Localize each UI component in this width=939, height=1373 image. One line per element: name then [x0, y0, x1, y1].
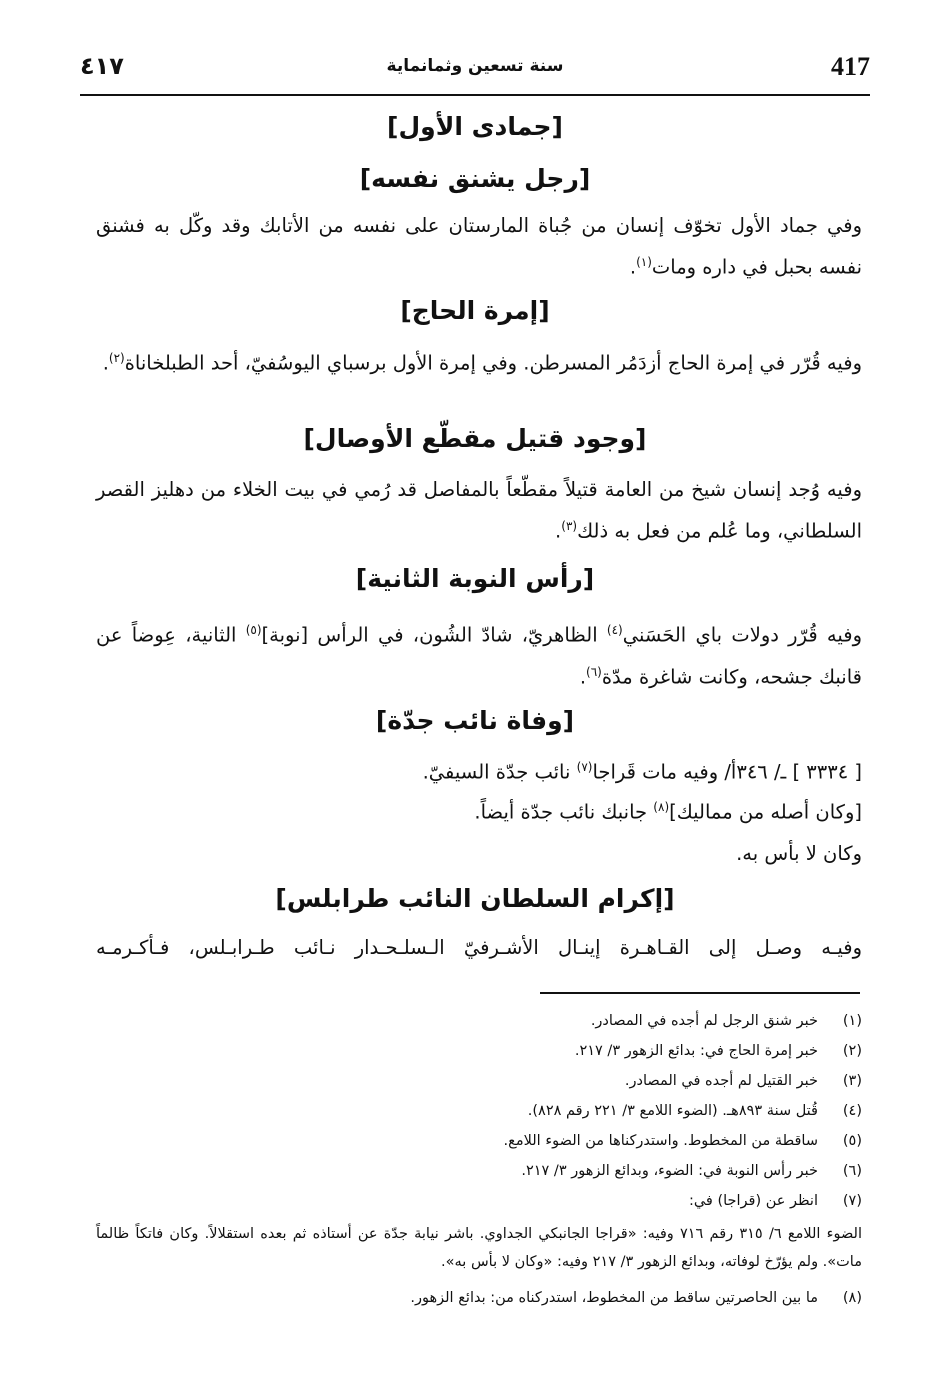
footnote-2	[96, 1043, 862, 1059]
footnote-ref: (٦)	[586, 664, 602, 679]
paragraph-tripoli: وفيـه وصـل إلى القـاهـرة إينـال الأشـرفيّ الـسلـحـدار نـائب طـرابـلس، فـأكـرمـه	[96, 936, 862, 959]
footnote-ref: (٢)	[108, 351, 125, 365]
paragraph-text: الظاهريّ، شادّ الشُون، في الرأس [نوبة]	[261, 623, 607, 647]
header-rule	[80, 94, 870, 96]
section-heading-jumada: [جمادى الأول]	[387, 112, 563, 141]
section-heading-hanging: [رجل يشنق نفسه]	[359, 164, 591, 193]
footnote-text: قُتل سنة ٨٩٣هـ. (الضوء اللامع ٣/ ٢٢١ رقم ٨٢٨).	[527, 1103, 818, 1119]
footnote-ref: (١)	[636, 255, 652, 269]
paragraph-murdered	[96, 472, 862, 550]
footnote-text: ما بين الحاصرتين ساقط من المخطوط، استدركناه من: بدائع الزهور.	[410, 1290, 818, 1306]
paragraph-text: وفي جماد الأول تخوّف إنسان من جُباة المارستان على نفسه من الأتابك وقد وكّل به فشنق نفسه بحبل في داره ومات	[96, 214, 862, 279]
footnote-number: (١)	[842, 1013, 862, 1029]
section-heading-hajj: [إمرة الحاج]	[400, 296, 550, 325]
paragraph-text: وفيه قُرّر دولات باي الحَسَني	[622, 623, 863, 647]
paragraph-end: .	[579, 665, 587, 688]
footnote-number: (٨)	[842, 1290, 862, 1306]
running-title: سنة تسعين وثمانماية	[386, 56, 564, 76]
entry-line-1	[423, 760, 862, 784]
footnote-number: (٦)	[842, 1163, 862, 1179]
footnote-text: خبر القتيل لم أجده في المصادر.	[624, 1073, 818, 1089]
footnote-number: (٢)	[842, 1043, 862, 1059]
footnote-6	[96, 1163, 862, 1179]
entry-line-2	[474, 800, 862, 824]
paragraph-text: وفيه قُرّر في إمرة الحاج أزدَمُر المسرطن. وفي إمرة الأول برسباي اليوسُفيّ، أحد الطبلخاناة	[124, 351, 862, 375]
paragraph-naubah	[96, 612, 862, 695]
footnote-rule	[540, 992, 860, 994]
page-number-latin: 417	[831, 52, 870, 81]
footnote-8	[96, 1290, 862, 1306]
footnote-4	[96, 1103, 862, 1119]
footnote-number: (٣)	[842, 1073, 862, 1089]
page-number-arabic: ٤١٧	[80, 52, 124, 80]
section-heading-naubah: [رأس النوبة الثانية]	[355, 564, 595, 593]
footnote-5	[96, 1133, 862, 1149]
footnote-ref: (٥)	[245, 623, 262, 637]
entry-text: جانبك نائب جدّة أيضاً.	[474, 800, 654, 824]
paragraph-text: الثانية، عِوضاً عن قانبك جشحه، وكانت شاغرة مدّة	[96, 623, 862, 688]
paragraph-end: .	[102, 351, 109, 375]
section-heading-tripoli: [إكرام السلطان النائب طرابلس]	[275, 884, 675, 913]
section-heading-jeddah: [وفاة نائب جدّة]	[375, 706, 575, 735]
footnote-ref: (٧)	[576, 760, 593, 774]
footnote-ref: (٣)	[561, 519, 578, 533]
footnote-number: (٥)	[842, 1133, 862, 1149]
paragraph-hanging	[96, 208, 862, 286]
footnote-number: (٤)	[842, 1103, 862, 1119]
footnote-number: (٧)	[842, 1193, 862, 1209]
entry-text: [وكان أصله من مماليك]	[669, 800, 862, 824]
footnote-1	[96, 1013, 862, 1029]
entry-text: نائب جدّة السيفيّ.	[422, 760, 577, 784]
section-heading-murdered: [وجود قتيل مقطّع الأوصال]	[303, 424, 647, 453]
page-header	[80, 52, 870, 96]
footnote-text: خبر رأس النوبة في: الضوء، وبدائع الزهور ٣/ ٢١٧.	[521, 1163, 818, 1179]
footnote-ref: (٤)	[606, 623, 623, 637]
footnote-text: خبر شنق الرجل لم أجده في المصادر.	[590, 1013, 818, 1029]
footnote-7	[96, 1193, 862, 1209]
entry-line-3: وكان لا بأس به.	[736, 842, 862, 865]
footnote-text: ساقطة من المخطوط. واستدركناها من الضوء اللامع.	[503, 1133, 818, 1149]
paragraph-end: .	[555, 519, 562, 543]
paragraph-end: .	[629, 255, 637, 279]
paragraph-hajj	[96, 340, 862, 382]
footnote-ref: (٨)	[653, 800, 670, 814]
footnote-text: خبر إمرة الحاج في: بدائع الزهور ٣/ ٢١٧.	[574, 1043, 818, 1059]
footnote-7-continuation: الضوء اللامع ٦/ ٣١٥ رقم ٧١٦ وفيه: «قراجا الجانبكي الجداوي. باشر نيابة جدّة عن أستاذه ثم بعده استقلالاً. وكان فاتكاً ظالماً مات». ولم يؤرّخ لوفاته، وبدائع الزهور ٣/ ٢١٧ وفيه: «وكان لا بأس به».	[96, 1226, 862, 1270]
paragraph-text: وفيه وُجد إنسان شيخ من العامة قتيلاً مقطّعاً بالمفاصل قد رُمي في بيت الخلاء من دهليز القصر السلطاني، وما عُلم من فعل به ذلك	[96, 478, 862, 543]
entry-text: [ ٣٣٣٤ ] ـ/ ٣٤٦أ/ وفيه مات قَراجا	[592, 760, 862, 784]
footnote-3	[96, 1073, 862, 1089]
footnote-text: انظر عن (قراجا) في:	[688, 1193, 818, 1209]
